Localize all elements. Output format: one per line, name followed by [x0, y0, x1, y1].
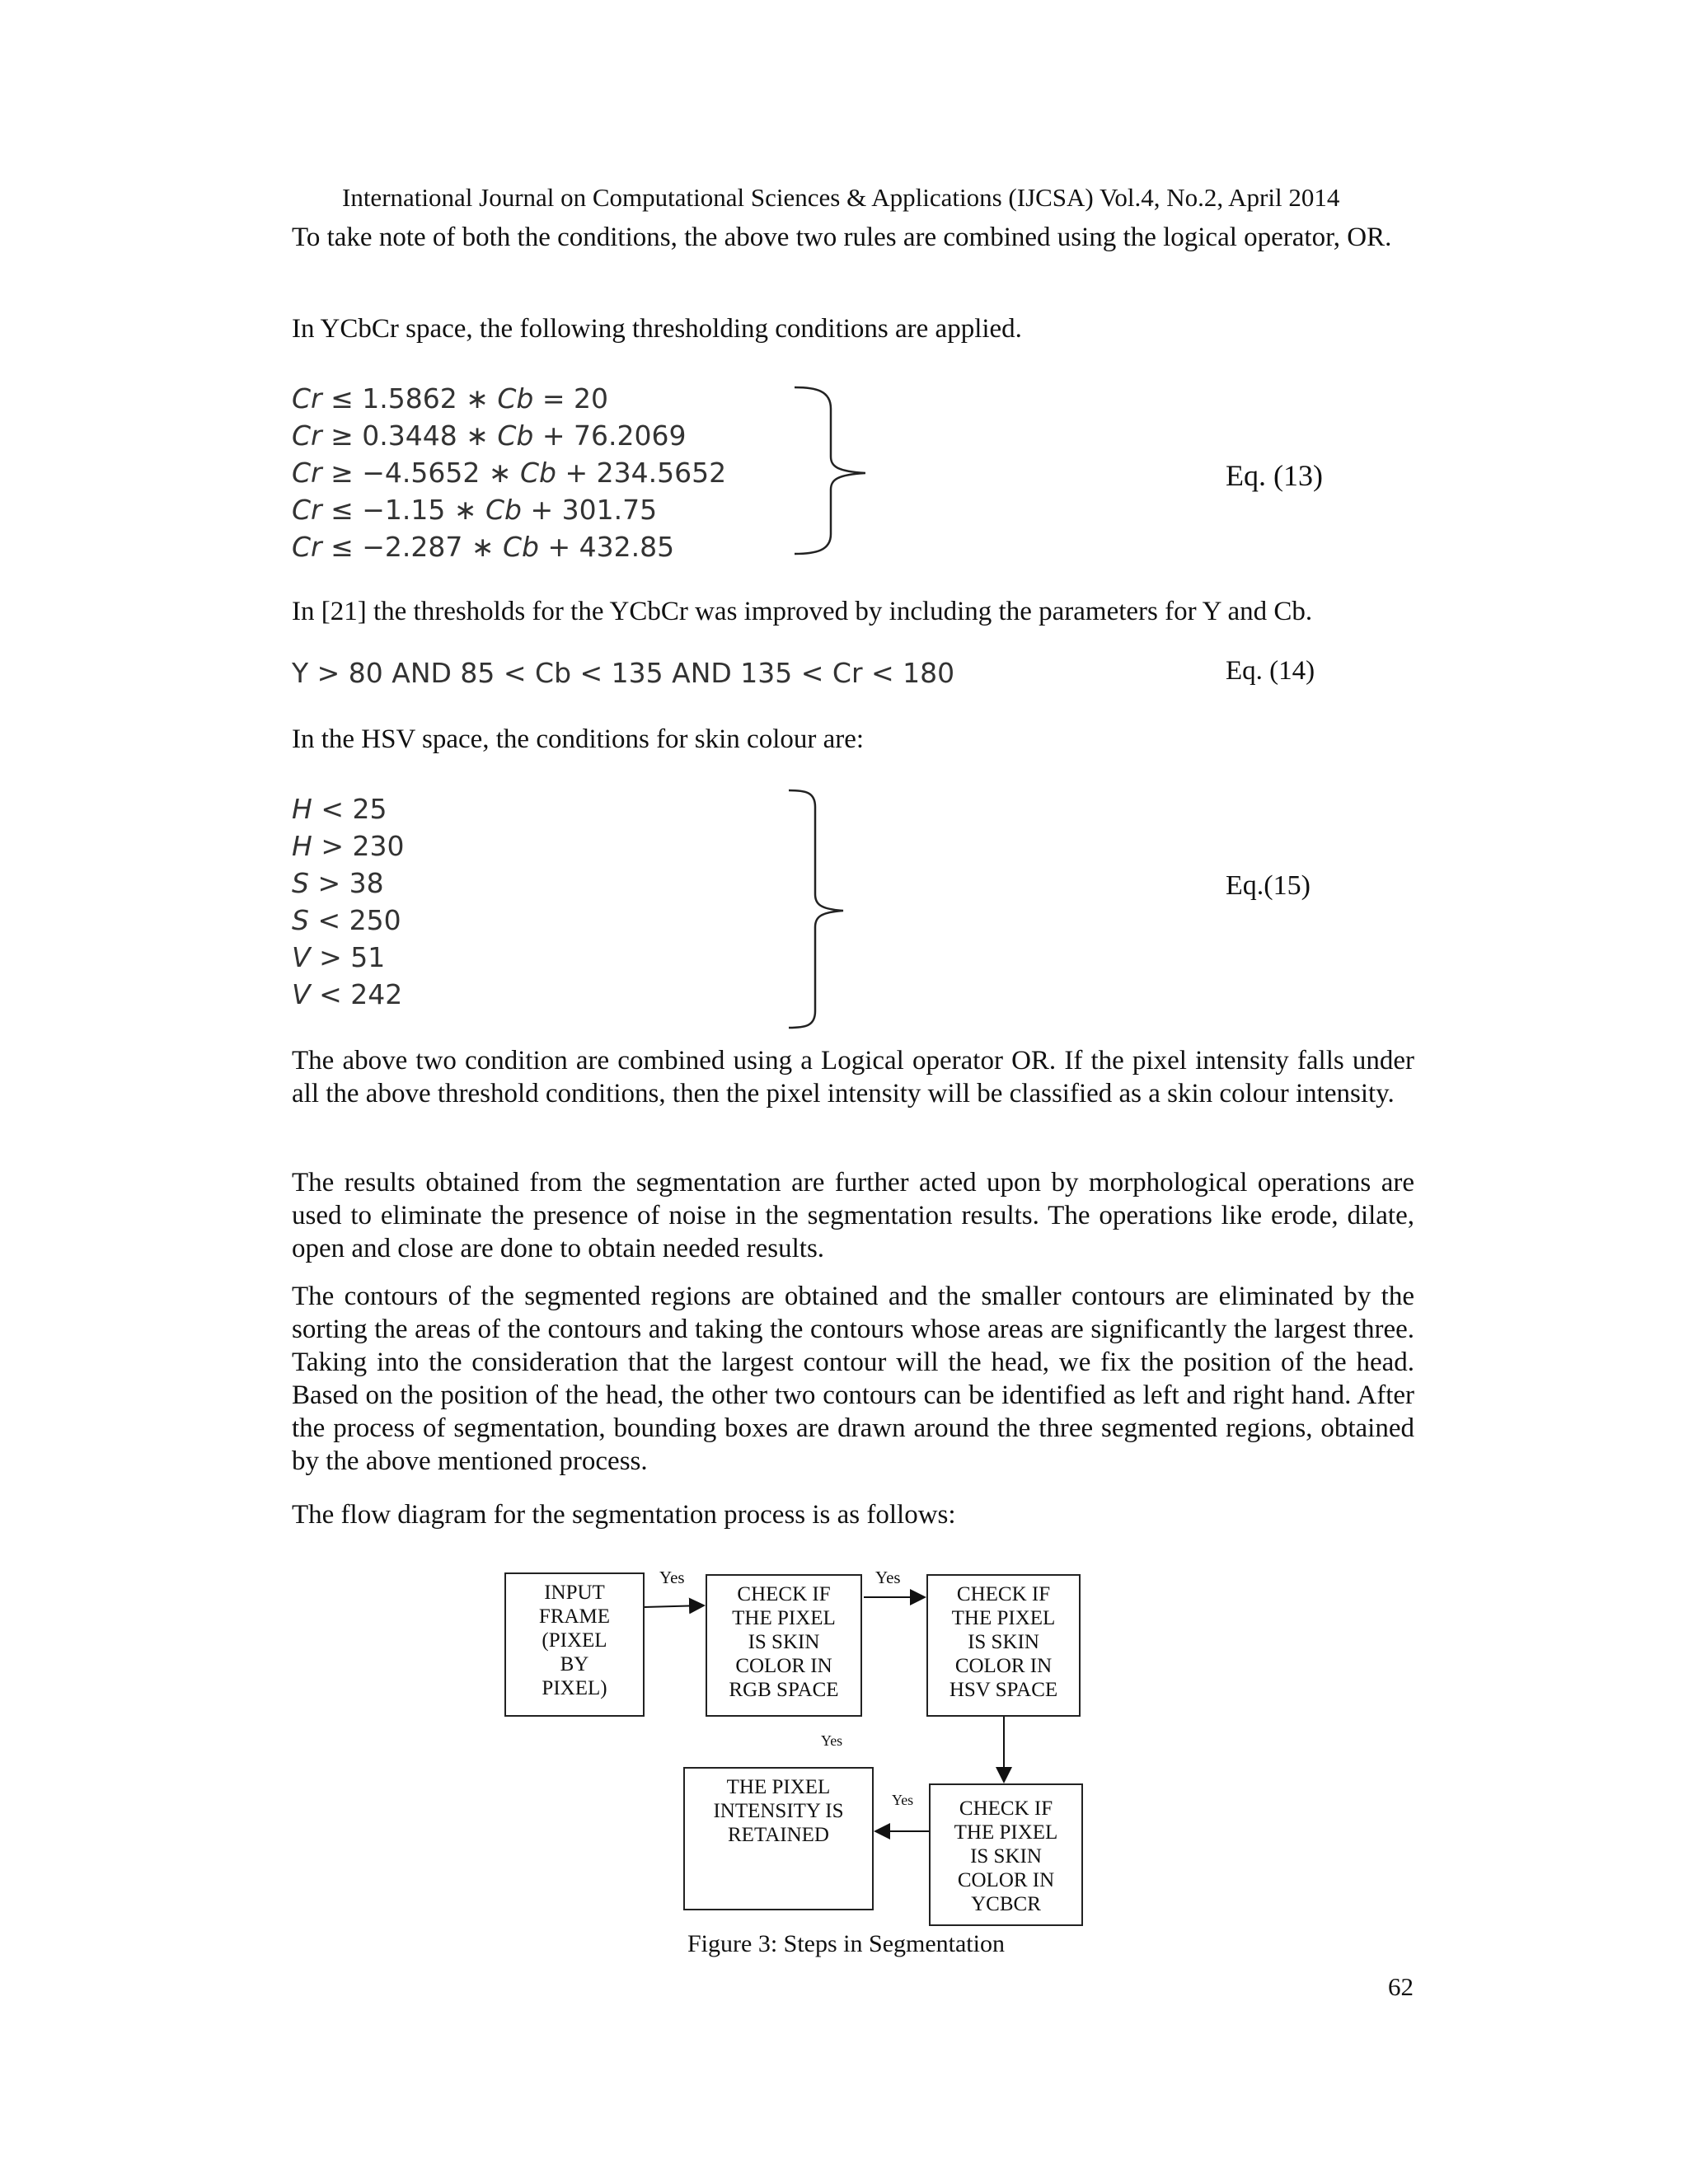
- eq15-line: H > 230: [292, 830, 405, 862]
- yes-label: Yes: [821, 1732, 843, 1749]
- eq13-line: Cr ≤ −2.287 ∗ Cb + 432.85: [292, 531, 675, 563]
- eq15-line: V > 51: [292, 941, 386, 973]
- paragraph-ycbcr-intro: In YCbCr space, the following thresholding conditions are applied.: [292, 314, 1022, 344]
- yes-label: Yes: [875, 1568, 901, 1587]
- paragraph-contours: The contours of the segmented regions are obtained and the smaller contours are eliminated by the sorting the areas of the contours and taking the contours whose areas are significantly the largest three. Taking into the consideration that the largest contour will the head, we fix the position of the head. Based on the position of the head, the other two contours can be identified as left and right hand. After the process of segmentation, bounding boxes are drawn around the three segmented regions, obtained by the above mentioned process.: [292, 1282, 1414, 1476]
- arrow-input-to-rgb: [645, 1605, 704, 1607]
- eq13-line: Cr ≤ −1.15 ∗ Cb + 301.75: [292, 494, 658, 526]
- equation-14: Y > 80 AND 85 < Cb < 135 AND 135 < Cr < 180: [292, 657, 955, 689]
- eq13-line: Cr ≥ −4.5652 ∗ Cb + 234.5652: [292, 457, 727, 489]
- paragraph-hsv-intro: In the HSV space, the conditions for skin colour are:: [292, 724, 865, 754]
- paragraph-ycbcr-improved: In [21] the thresholds for the YCbCr was improved by including the parameters for Y and Cb.: [292, 597, 1313, 626]
- eq15-line: V < 242: [292, 978, 403, 1010]
- paragraph-flow-intro: The flow diagram for the segmentation process is as follows:: [292, 1500, 956, 1530]
- journal-header: International Journal on Computational Sciences & Applications (IJCSA) Vol.4, No.2, April 2014: [342, 183, 1340, 212]
- paragraph-morphology: The results obtained from the segmentation are further acted upon by morphological operations are used to eliminate the presence of noise in the segmentation results. The operations like erode, dilate, open and close are done to obtain needed results.: [292, 1168, 1414, 1263]
- eq15-line: H < 25: [292, 793, 387, 825]
- eq14-label: Eq. (14): [1226, 656, 1315, 686]
- flow-box-check-rgb: CHECK IF THE PIXEL IS SKIN COLOR IN RGB SPACE: [706, 1574, 862, 1717]
- eq15-line: S < 250: [292, 904, 401, 936]
- flow-box-pixel-retained: THE PIXEL INTENSITY IS RETAINED: [683, 1767, 874, 1910]
- page-number: 62: [1388, 1972, 1414, 2001]
- eq13-line: Cr ≥ 0.3448 ∗ Cb + 76.2069: [292, 419, 687, 452]
- figure-caption: Figure 3: Steps in Segmentation: [687, 1930, 1005, 1957]
- eq13-line: Cr ≤ 1.5862 ∗ Cb = 20: [292, 382, 608, 415]
- flow-box-check-ycbcr: CHECK IF THE PIXEL IS SKIN COLOR IN YCBCR: [929, 1783, 1083, 1926]
- paragraph-or-rule: To take note of both the conditions, the above two rules are combined using the logical operator, OR.: [292, 223, 1392, 252]
- flow-box-input-frame: INPUT FRAME (PIXEL BY PIXEL): [504, 1572, 645, 1717]
- eq13-label: Eq. (13): [1226, 459, 1323, 492]
- paragraph-logical-or: The above two condition are combined using a Logical operator OR. If the pixel intensity falls under all the above threshold conditions, then the pixel intensity will be classified as a skin colour intensity.: [292, 1046, 1414, 1108]
- flow-box-check-hsv: CHECK IF THE PIXEL IS SKIN COLOR IN HSV SPACE: [926, 1574, 1081, 1717]
- yes-label: Yes: [892, 1792, 914, 1808]
- yes-label: Yes: [659, 1568, 685, 1587]
- eq15-line: S > 38: [292, 867, 384, 899]
- eq15-label: Eq.(15): [1226, 870, 1311, 901]
